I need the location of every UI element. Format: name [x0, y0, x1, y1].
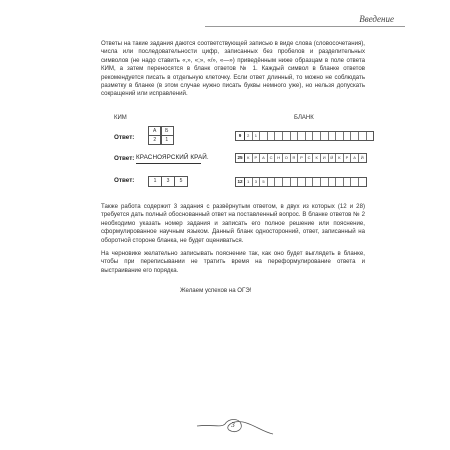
- blank-row-2: [235, 153, 367, 163]
- blank-label: БЛАНК: [294, 115, 314, 121]
- grid-cell-header-a: А: [148, 126, 162, 136]
- blank-cell: [275, 178, 283, 186]
- blank-cell: [275, 132, 283, 140]
- blank-cell: [367, 132, 374, 140]
- answer-label-1: Ответ:: [114, 134, 135, 141]
- blank-cell: Й: [360, 155, 364, 160]
- blank-cell: [351, 178, 359, 186]
- blank-task-number: 25: [236, 154, 245, 162]
- blank-cell: [298, 178, 306, 186]
- blank-cell: [329, 178, 337, 186]
- blank-cell: 3: [253, 178, 261, 186]
- paragraph-extended-answers: Также работа содержит 3 задания с развёрнутым ответом, в двух из которых (12 и 28) требуется дать полный обоснованный ответ на поставленный вопрос. В бланке ответов № 2 необходимо указать номер задания и записать его полное решение или пояснение, сформулированное научным языком. Данный бланк односторонний, ответ, записанный на оборотной стороне бланка, не будет оцениваться.: [101, 203, 365, 244]
- page-number-ornament: [195, 408, 275, 438]
- blank-row-3: [235, 177, 367, 187]
- blank-cell: 5: [260, 178, 268, 186]
- blank-cell: [336, 132, 344, 140]
- blank-task-number: 12: [236, 178, 245, 186]
- blank-cell: Я: [291, 154, 299, 162]
- blank-cell: О: [283, 154, 291, 162]
- blank-cell: [313, 178, 321, 186]
- blank-cell: Р: [344, 154, 352, 162]
- blank-cell: [321, 132, 329, 140]
- blank-cell: С: [306, 154, 314, 162]
- blank-cell: К: [245, 154, 253, 162]
- answer-underline: [136, 163, 201, 164]
- digit-cell: 5: [179, 178, 183, 184]
- page-number: 3: [231, 421, 235, 429]
- page-header: [205, 12, 405, 30]
- answer-text-region: КРАСНОЯРСКИЙ КРАЙ.: [136, 154, 209, 161]
- blank-row-1: [235, 131, 374, 141]
- blank-task-number: 9: [236, 132, 245, 140]
- blank-cell: [298, 132, 306, 140]
- paragraph-instructions: Ответы на такие задания даются соответствующей записью в виде слова (словосочетания), числа или последовательности цифр, записанных без пробелов и разделительных символов (не надо ставить «,», «;», «/», «—») приведённым ниже образцам в поле ответа КИМ, а затем переносятся в бланк ответов № 1. Каждый символ в бланке ответов рекомендуется писать в отдельную клеточку. Если ответ длинный, то можно не соблюдать разметку в бланке (в этом случае нужно писать буквы немного уже), но нельзя допускать сокращений или исправлений.: [101, 40, 365, 98]
- blank-cell: Р: [298, 154, 306, 162]
- answer-label-2: Ответ:: [114, 155, 135, 162]
- blank-cell: [359, 132, 367, 140]
- blank-cell: [306, 132, 314, 140]
- blank-cell: [291, 178, 299, 186]
- header-rule: [205, 26, 405, 27]
- grid-cell-header-b: Б: [160, 126, 174, 136]
- blank-cell: 2: [245, 132, 253, 140]
- blank-cell: Й: [329, 154, 337, 162]
- paragraph-draft-advice: На черновике желательно записывать пояснение так, как оно будет выглядеть в бланке, чтобы при переписывании не тратить время на переформулирование ответа и выстраивание его порядка.: [101, 250, 365, 274]
- blank-cell: [344, 178, 352, 186]
- blank-cell: [283, 132, 291, 140]
- blank-cell: [268, 178, 276, 186]
- kim-digit-box: [148, 176, 188, 187]
- blank-cell: К: [336, 154, 344, 162]
- blank-cell: К: [313, 154, 321, 162]
- blank-cell: [344, 132, 352, 140]
- kim-label: КИМ: [114, 115, 127, 121]
- kim-answer-grid: [148, 126, 172, 145]
- answer-label-3: Ответ:: [114, 177, 135, 184]
- blank-cell: [291, 132, 299, 140]
- closing-wish: Желаем успехов на ОГЭ!: [180, 287, 252, 294]
- grid-cell-value-a: 2: [148, 135, 162, 145]
- blank-cell: [329, 132, 337, 140]
- blank-cell: [336, 178, 344, 186]
- blank-cell: Р: [253, 154, 261, 162]
- ornament-curve: [197, 420, 273, 435]
- blank-cell: [351, 132, 359, 140]
- blank-cell: [359, 178, 366, 186]
- digit-cell: 1: [149, 177, 162, 186]
- digit-cell: 3: [162, 177, 175, 186]
- grid-cell-value-b: 1: [160, 135, 174, 145]
- blank-cell: [321, 178, 329, 186]
- blank-cell: [268, 132, 276, 140]
- blank-cell: 1: [245, 178, 253, 186]
- blank-cell: [306, 178, 314, 186]
- blank-cell: А: [351, 154, 359, 162]
- blank-cell: А: [260, 154, 268, 162]
- blank-cell: [283, 178, 291, 186]
- blank-cell: [260, 132, 268, 140]
- blank-cell: 1: [253, 132, 261, 140]
- header-title: Введение: [356, 14, 397, 24]
- blank-cell: С: [268, 154, 276, 162]
- blank-cell: [313, 132, 321, 140]
- blank-cell: Н: [275, 154, 283, 162]
- blank-cell: И: [321, 154, 329, 162]
